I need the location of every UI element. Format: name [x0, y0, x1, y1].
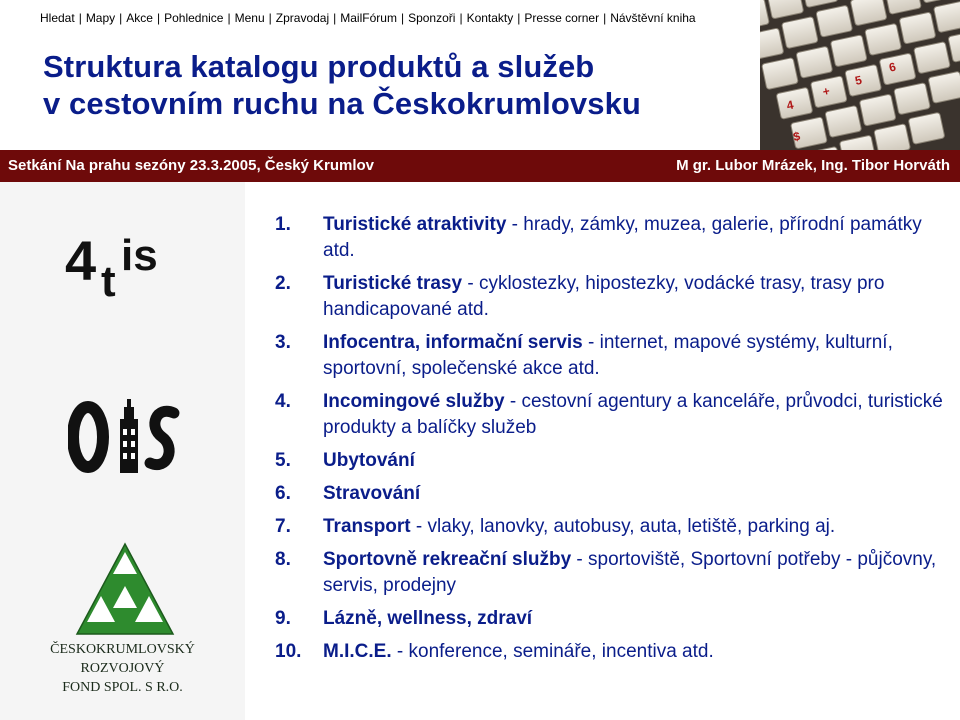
list-number: 2. — [275, 273, 291, 294]
svg-text:t: t — [101, 257, 116, 300]
nav-separator: | — [268, 11, 272, 25]
sidebar — [0, 182, 245, 720]
list-item — [275, 639, 955, 665]
svg-text:4: 4 — [65, 230, 97, 292]
fond-line-1: ČESKOKRUMLOVSKÝ — [50, 642, 195, 657]
nav-separator: | — [227, 11, 231, 25]
nav-separator: | — [156, 11, 161, 25]
list-item — [275, 606, 955, 632]
nav-navstevni-kniha[interactable]: Návštěvní kniha — [610, 11, 696, 25]
list-detail: - internet, mapové systémy, kulturní, sportovní, společenské akce atd. — [323, 332, 893, 379]
list-heading: Transport — [323, 516, 411, 537]
list-item — [275, 481, 955, 507]
authors: M gr. Lubor Mrázek, Ing. Tibor Horváth — [676, 157, 950, 174]
nav-separator: | — [603, 11, 607, 25]
list-heading: Infocentra, informační servis — [323, 332, 583, 353]
fond-line-3: FOND SPOL. S R.O. — [62, 680, 183, 695]
svg-text:6: 6 — [887, 59, 898, 75]
keyboard-photo — [760, 0, 960, 150]
event-info: Setkání Na prahu sezóny 23.3.2005, Český Krumlov — [8, 157, 374, 174]
list-heading: Incomingové služby — [323, 391, 505, 412]
svg-text:4: 4 — [785, 97, 795, 113]
list-heading: Sportovně rekreační služby — [323, 549, 572, 570]
title-line-1: Struktura katalogu produktů a služeb — [43, 49, 595, 84]
list-item — [275, 389, 955, 441]
list-item — [275, 448, 955, 474]
list-number: 7. — [275, 516, 291, 537]
nav-akce[interactable]: Akce — [126, 11, 153, 25]
list-number: 1. — [275, 214, 291, 235]
list-detail: - sportoviště, Sportovní potřeby - půjčovny, servis, prodejny — [323, 549, 937, 596]
list-number: 10. — [275, 641, 302, 662]
nav-mapy[interactable]: Mapy — [85, 11, 116, 25]
list-item — [275, 212, 955, 264]
list-heading: Lázně, wellness, zdraví — [323, 608, 533, 629]
list-item — [275, 330, 955, 382]
list-number: 8. — [275, 549, 291, 570]
nav-kontakty[interactable]: Kontakty — [466, 11, 514, 25]
list-heading: Ubytování — [323, 450, 415, 471]
logo-4tis — [65, 230, 185, 305]
svg-text:5: 5 — [853, 72, 864, 88]
list-heading: M.I.C.E. — [323, 641, 392, 662]
page-title — [43, 48, 641, 122]
fond-line-2: ROZVOJOVÝ — [80, 661, 165, 676]
nav-separator: | — [517, 11, 521, 25]
list-number: 9. — [275, 608, 291, 629]
list-detail: - konference, semináře, incentiva atd. — [391, 641, 714, 662]
nav-separator: | — [119, 11, 123, 25]
nav-menu[interactable]: Menu — [234, 11, 265, 25]
fond-logo — [75, 542, 175, 643]
header-band — [0, 150, 960, 182]
nav-zpravodaj[interactable]: Zpravodaj — [275, 11, 330, 25]
list-detail: - vlaky, lanovky, autobusy, auta, letiště, parking aj. — [410, 516, 836, 537]
nav-pohlednice[interactable]: Pohlednice — [164, 11, 224, 25]
list-item — [275, 514, 955, 540]
list-detail: - cyklostezky, hipostezky, vodácké trasy, trasy pro handicapované atd. — [323, 273, 885, 320]
nav-sponzori[interactable]: Sponzoři — [408, 11, 456, 25]
nav-separator: | — [459, 11, 463, 25]
list-number: 4. — [275, 391, 291, 412]
list-heading: Turistické trasy — [323, 273, 463, 294]
nav-separator: | — [333, 11, 337, 25]
top-nav — [40, 11, 696, 25]
list-detail: - cestovní agentury a kanceláře, průvodci, turistické produkty a balíčky služeb — [323, 391, 943, 438]
svg-text:$: $ — [792, 128, 802, 145]
list-number: 5. — [275, 450, 291, 471]
list-heading: Turistické atraktivity — [323, 214, 507, 235]
svg-text:+: + — [821, 83, 832, 99]
list-item — [275, 547, 955, 599]
nav-separator: | — [400, 11, 405, 25]
nav-hledat[interactable]: Hledat — [40, 11, 75, 25]
logo-ois — [68, 397, 183, 482]
svg-text:is: is — [121, 231, 158, 280]
product-catalog-list — [275, 212, 955, 672]
list-number: 6. — [275, 483, 291, 504]
nav-presse-corner[interactable]: Presse corner — [524, 11, 600, 25]
nav-mailforum[interactable]: MailFórum — [340, 11, 397, 25]
list-item — [275, 271, 955, 323]
list-heading: Stravování — [323, 483, 421, 504]
list-number: 3. — [275, 332, 291, 353]
nav-separator: | — [78, 11, 82, 25]
title-line-2: v cestovním ruchu na Českokrumlovsku — [43, 86, 641, 121]
list-detail: - hrady, zámky, muzea, galerie, přírodní památky atd. — [323, 214, 922, 261]
